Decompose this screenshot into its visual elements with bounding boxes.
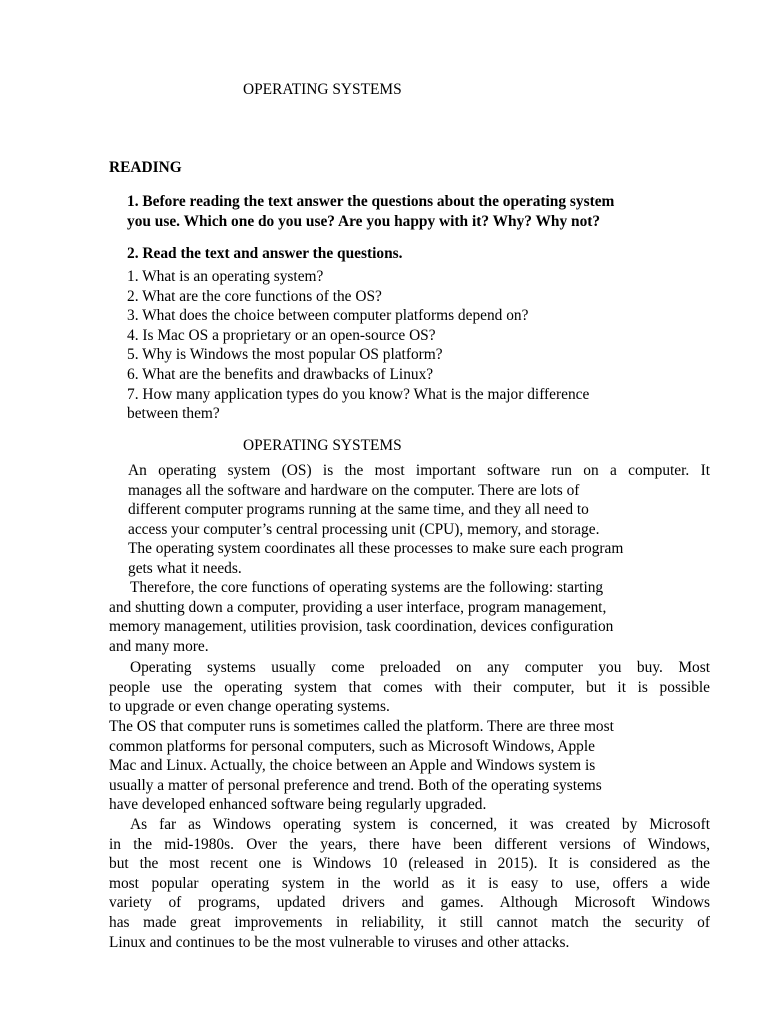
text-line: As far as Windows operating system is concerned, it was created by Microsoft: [130, 816, 710, 833]
text-line: has made great improvements in reliability, it still cannot match the security of: [109, 913, 710, 931]
task-1-line: 1. Before reading the text answer the questions about the operating system: [127, 193, 615, 210]
paragraph-3: [109, 658, 710, 717]
text-line: gets what it needs.: [128, 559, 242, 577]
text-line: The OS that computer runs is sometimes called the platform. There are three most: [109, 718, 614, 735]
text-line: variety of programs, updated drivers and games. Although Microsoft Windows: [109, 894, 710, 912]
task-2-heading: 2. Read the text and answer the questions.: [127, 245, 403, 262]
question-item: 7. How many application types do you know? What is the major difference: [127, 385, 590, 403]
paragraph-1: [128, 461, 710, 579]
text-line: most popular operating system in the world as it is easy to use, offers a wide: [109, 874, 710, 892]
text-line: but the most recent one is Windows 10 (released in 2015). It is considered as the: [109, 855, 710, 873]
question-item: 1. What is an operating system?: [127, 268, 324, 285]
document-title: OPERATING SYSTEMS: [243, 81, 402, 98]
text-line: An operating system (OS) is the most important software run on a computer. It: [128, 462, 710, 479]
text-line: access your computer’s central processing unit (CPU), memory, and storage.: [128, 520, 600, 538]
text-line: usually a matter of personal preference and trend. Both of the operating systems: [109, 776, 602, 794]
paragraph-4: [109, 717, 714, 815]
question-item: 4. Is Mac OS a proprietary or an open-source OS?: [127, 326, 436, 344]
question-item: 2. What are the core functions of the OS?: [127, 287, 382, 305]
text-line: common platforms for personal computers, such as Microsoft Windows, Apple: [109, 737, 595, 755]
task-1: [127, 192, 712, 231]
text-line: Therefore, the core functions of operating systems are the following: starting: [130, 579, 604, 596]
text-line: and many more.: [109, 637, 209, 655]
paragraph-2: [109, 578, 714, 656]
question-item-continuation: between them?: [127, 405, 220, 423]
text-line: people use the operating system that comes with their computer, but it is possible: [109, 678, 710, 696]
question-item: 6. What are the benefits and drawbacks of Linux?: [127, 365, 434, 383]
question-item: 3. What does the choice between computer platforms depend on?: [127, 307, 529, 325]
text-line: Operating systems usually come preloaded on any computer you buy. Most: [130, 659, 710, 676]
text-line: in the mid-1980s. Over the years, there have been different versions of Windows,: [109, 835, 710, 853]
section-heading-reading: READING: [109, 159, 182, 176]
text-line: different computer programs running at the same time, and they all need to: [128, 501, 589, 519]
text-line: Mac and Linux. Actually, the choice between an Apple and Windows system is: [109, 757, 596, 775]
question-list: [127, 267, 712, 424]
text-line: memory management, utilities provision, task coordination, devices configuration: [109, 618, 614, 636]
text-line: have developed enhanced software being regularly upgraded.: [109, 796, 487, 814]
paragraph-5: [109, 815, 710, 952]
text-line: Linux and continues to be the most vulnerable to viruses and other attacks.: [109, 933, 570, 951]
text-line: manages all the software and hardware on the computer. There are lots of: [128, 481, 580, 499]
text-title: OPERATING SYSTEMS: [243, 437, 402, 454]
question-item: 5. Why is Windows the most popular OS platform?: [127, 346, 443, 364]
task-1-line: you use. Which one do you use? Are you happy with it? Why? Why not?: [127, 212, 601, 230]
text-line: The operating system coordinates all these processes to make sure each program: [128, 540, 624, 558]
text-line: and shutting down a computer, providing a user interface, program management,: [109, 598, 607, 616]
text-line: to upgrade or even change operating systems.: [109, 698, 390, 716]
